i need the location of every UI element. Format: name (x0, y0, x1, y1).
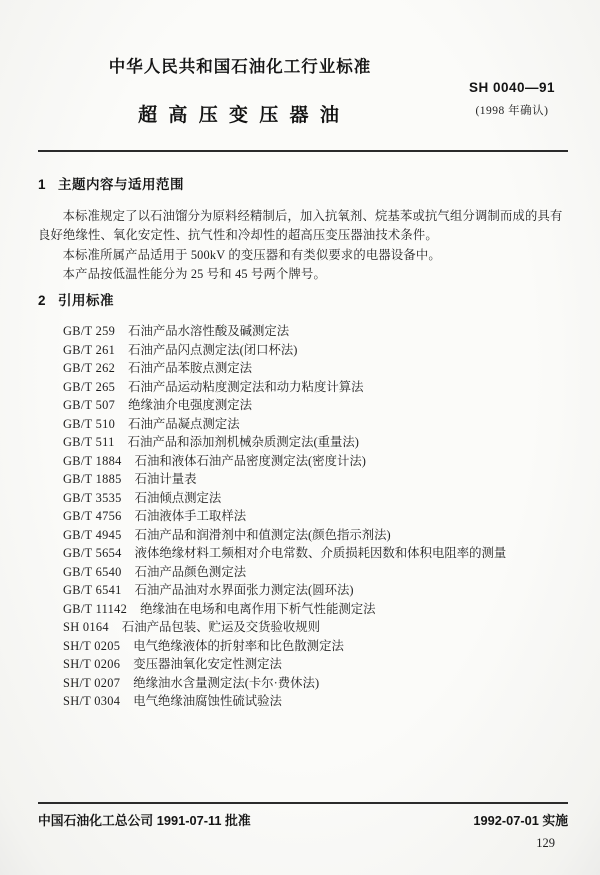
reference-item (63, 489, 568, 508)
reference-code: GB/T 510 (63, 416, 116, 431)
footer-implementation: 1992-07-01 实施 (473, 813, 568, 828)
reference-title: 石油产品颜色测定法 (134, 564, 247, 579)
section2-number: 2 (38, 293, 47, 309)
confirmation-note: (1998 年确认) (475, 105, 549, 117)
paragraph: 本标准所属产品适用于 500kV 的变压器和有类似要求的电器设备中。 (62, 247, 441, 262)
reference-code: GB/T 259 (63, 324, 116, 339)
reference-code: GB/T 507 (63, 398, 116, 413)
reference-item (63, 544, 568, 563)
reference-code: GB/T 261 (63, 342, 116, 357)
reference-item (63, 322, 568, 341)
reference-code: GB/T 262 (63, 361, 116, 376)
reference-title: 石油液体手工取样法 (134, 509, 247, 524)
reference-code: SH/T 0206 (63, 657, 121, 672)
reference-title: 绝缘油水含量测定法(卡尔·费休法) (133, 675, 320, 690)
reference-title: 石油产品凝点测定法 (128, 416, 240, 431)
reference-code: GB/T 3535 (63, 490, 122, 505)
reference-item (63, 526, 568, 545)
section1-number: 1 (38, 177, 47, 192)
reference-item (63, 674, 568, 693)
footer-divider (38, 802, 568, 804)
document-body (38, 177, 568, 711)
reference-code: SH/T 0205 (63, 638, 121, 653)
reference-title: 石油产品包装、贮运及交货验收规则 (121, 620, 321, 635)
reference-code: GB/T 265 (63, 379, 116, 394)
reference-title: 石油和液体石油产品密度测定法(密度计法) (134, 453, 366, 468)
reference-title: 石油产品闪点测定法(闭口杯法) (128, 342, 298, 357)
standard-org-line: 中华人民共和国石油化工行业标准 (108, 58, 372, 76)
document-title: 超 高 压 变 压 器 油 (138, 105, 342, 126)
header-divider (38, 150, 568, 152)
reference-title: 电气绝缘液体的折射率和比色散测定法 (133, 638, 344, 653)
reference-item (63, 452, 568, 471)
reference-title: 液体绝缘材料工频相对介电常数、介质损耗因数和体积电阻率的测量 (134, 546, 507, 561)
reference-title: 石油计量表 (134, 472, 197, 487)
section2-title: 引用标准 (58, 293, 115, 309)
reference-item (63, 618, 568, 637)
reference-item (63, 507, 568, 526)
reference-item (63, 655, 568, 674)
reference-title: 石油产品苯胺点测定法 (128, 361, 252, 376)
reference-code: SH/T 0304 (63, 694, 121, 709)
reference-code: GB/T 1884 (63, 453, 122, 468)
reference-code: GB/T 6540 (63, 564, 122, 579)
page-number: 129 (536, 836, 555, 850)
reference-title: 绝缘油介电强度测定法 (128, 398, 252, 413)
reference-code: SH 0164 (63, 620, 109, 635)
reference-title: 电气绝缘油腐蚀性硫试验法 (133, 694, 282, 709)
reference-title: 石油产品水溶性酸及碱测定法 (128, 324, 290, 339)
reference-item (63, 359, 568, 378)
section2-heading (38, 293, 568, 308)
reference-code: SH/T 0207 (63, 675, 121, 690)
footer-approval: 中国石油化工总公司 1991-07-11 批准 (38, 813, 251, 828)
reference-title: 石油产品和添加剂机械杂质测定法(重量法) (127, 435, 359, 450)
reference-code: GB/T 6541 (63, 583, 122, 598)
reference-item (63, 433, 568, 452)
paragraph: 本标准规定了以石油馏分为原料经精制后，加入抗氧剂、烷基苯或抗气组分调制而成的具有良好绝缘性、氧化安定性、抗气性和冷却性的超高压变压器油技术条件。 (38, 209, 563, 243)
reference-title: 石油倾点测定法 (134, 490, 222, 505)
standard-number: SH 0040—91 (468, 80, 556, 95)
reference-list (63, 322, 568, 711)
reference-code: GB/T 5654 (63, 546, 122, 561)
reference-title: 石油产品和润滑剂中和值测定法(颜色指示剂法) (134, 527, 391, 542)
section1-heading (38, 177, 568, 192)
paragraph: 本产品按低温性能分为 25 号和 45 号两个牌号。 (62, 266, 327, 281)
reference-item (63, 396, 568, 415)
reference-code: GB/T 4756 (63, 509, 122, 524)
reference-title: 变压器油氧化安定性测定法 (133, 657, 282, 672)
section1-paragraphs (38, 207, 568, 284)
reference-code: GB/T 511 (63, 435, 115, 450)
reference-item (63, 470, 568, 489)
reference-item (63, 637, 568, 656)
reference-code: GB/T 11142 (63, 601, 128, 616)
reference-item (63, 692, 568, 711)
reference-item (63, 600, 568, 619)
reference-item (63, 581, 568, 600)
reference-title: 绝缘油在电场和电离作用下析气性能测定法 (140, 601, 376, 616)
reference-item (63, 415, 568, 434)
reference-title: 石油产品油对水界面张力测定法(圆环法) (134, 583, 354, 598)
section1-title: 主题内容与适用范围 (58, 177, 185, 192)
reference-title: 石油产品运动粘度测定法和动力粘度计算法 (128, 379, 364, 394)
reference-item (63, 341, 568, 360)
reference-item (63, 378, 568, 397)
reference-code: GB/T 1885 (63, 472, 122, 487)
reference-item (63, 563, 568, 582)
reference-code: GB/T 4945 (63, 527, 122, 542)
